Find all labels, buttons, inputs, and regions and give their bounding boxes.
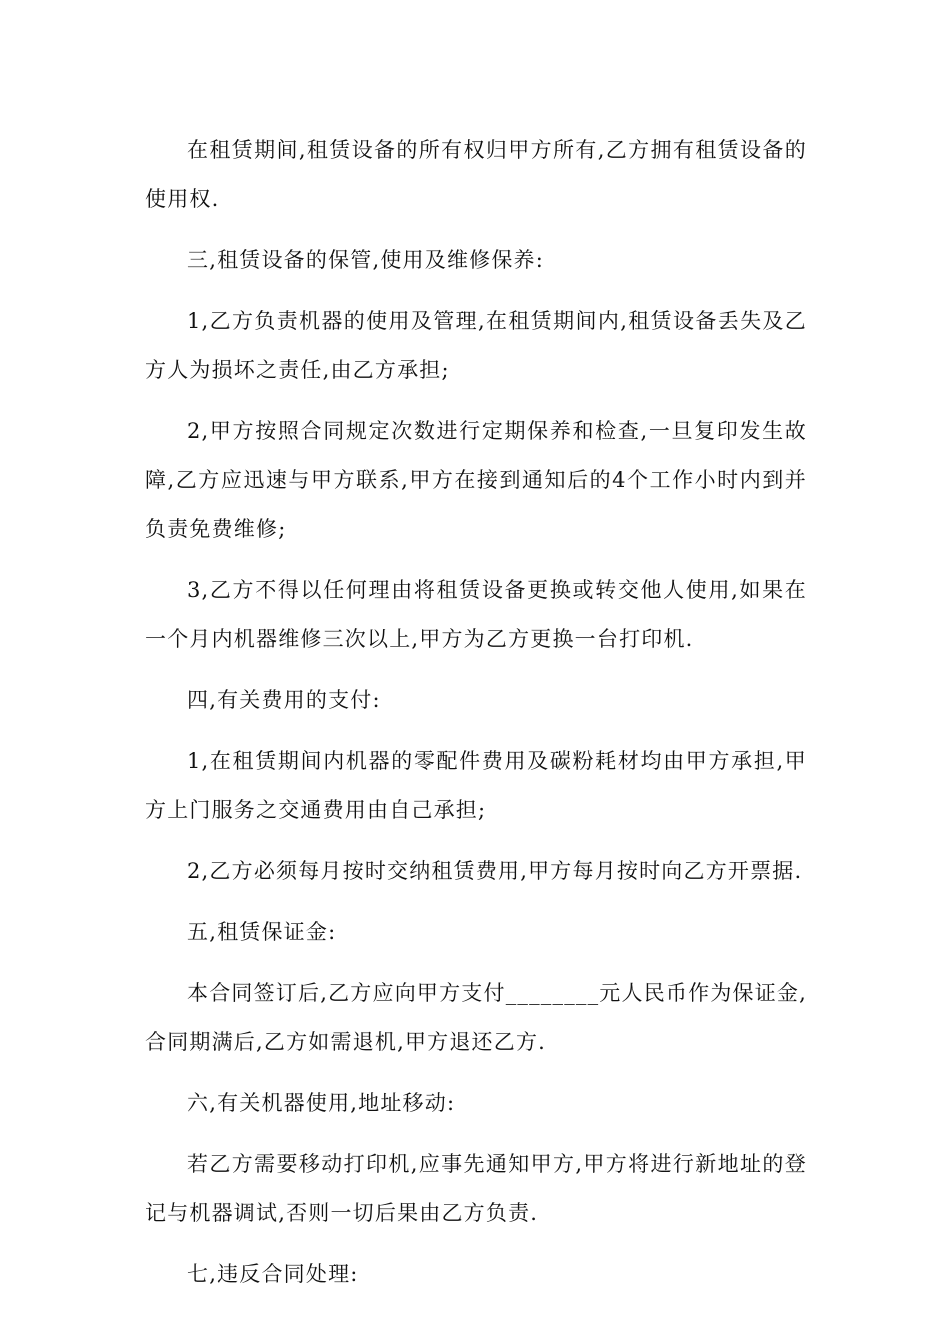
clause-3-1: 1,乙方负责机器的使用及管理,在租赁期间内,租赁设备丢失及乙方人为损坏之责任,由乙方承担; bbox=[145, 309, 807, 382]
clause-6-relocation: 若乙方需要移动打印机,应事先通知甲方,甲方将进行新地址的登记与机器调试,否则一切后果由乙方负责. bbox=[145, 1152, 807, 1225]
clause-3-3: 3,乙方不得以任何理由将租赁设备更换或转交他人使用,如果在一个月内机器维修三次以上,甲方为乙方更换一台打印机. bbox=[145, 578, 807, 651]
clause-4-1: 1,在租赁期间内机器的零配件费用及碳粉耗材均由甲方承担,甲方上门服务之交通费用由自己承担; bbox=[145, 749, 807, 822]
document-page bbox=[145, 126, 807, 1311]
section-heading-7: 七,违反合同处理: bbox=[187, 1262, 359, 1286]
section-heading-3: 三,租赁设备的保管,使用及维修保养: bbox=[187, 248, 545, 272]
section-heading-4: 四,有关费用的支付: bbox=[187, 688, 381, 712]
clause-5-deposit: 本合同签订后,乙方应向甲方支付________元人民币作为保证金,合同期满后,乙方如需退机,甲方退还乙方. bbox=[145, 981, 807, 1054]
paragraph-ownership: 在租赁期间,租赁设备的所有权归甲方所有,乙方拥有租赁设备的使用权. bbox=[145, 138, 807, 211]
clause-3-2: 2,甲方按照合同规定次数进行定期保养和检查,一旦复印发生故障,乙方应迅速与甲方联系,甲方在接到通知后的4个工作小时内到并负责免费维修; bbox=[145, 419, 807, 541]
section-heading-5: 五,租赁保证金: bbox=[187, 920, 337, 944]
section-heading-6: 六,有关机器使用,地址移动: bbox=[187, 1091, 456, 1115]
clause-4-2: 2,乙方必须每月按时交纳租赁费用,甲方每月按时向乙方开票据. bbox=[187, 859, 803, 883]
